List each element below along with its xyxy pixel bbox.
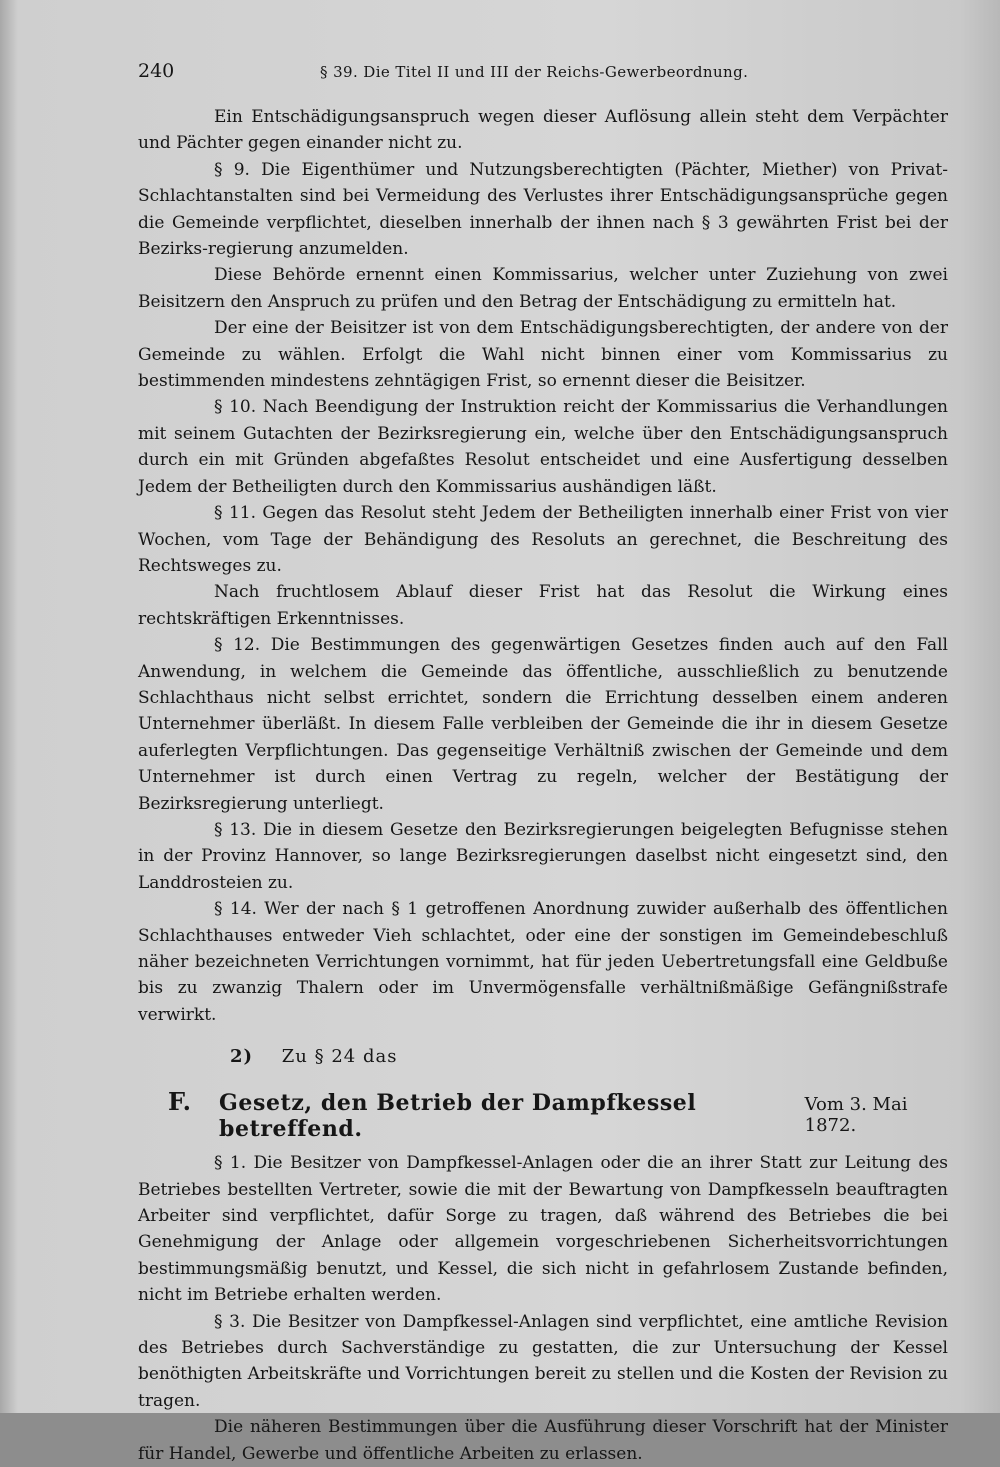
reference-text: Zu § 24 das <box>281 1046 398 1068</box>
paragraph: § 13. Die in diesem Gesetze den Bezirksregierungen beigelegten Befugnisse stehen in der Provinz Hannover, so lange Bezirksregierungen daselbst nicht eingesetzt sind, den Landdrosteien zu. <box>138 819 948 893</box>
paragraph: Diese Behörde ernennt einen Kommissarius, welcher unter Zuziehung von zwei Beisitzern den Anspruch zu prüfen und den Betrag der Entschädigung zu ermitteln hat. <box>138 265 948 312</box>
paragraph: § 1. Die Besitzer von Dampfkessel-Anlagen oder die an ihrer Statt zur Leitung des Betriebes bestellten Vertreter, sowie die mit der Bewartung von Dampfkesseln beauftragten Arbeiter sind verpflichtet, dafür Sorge zu tragen, daß während des Betriebes die bei Genehmigung der Anlage oder allgemein vorgeschriebenen Sicherheitsvorrichtungen bestimmungsmäßig benutzt, und Kessel, die sich nicht in gefahrlosem Zustande befinden, nicht im Betriebe erhalten werden. <box>138 1153 948 1306</box>
paragraph: § 9. Die Eigenthümer und Nutzungsberechtigten (Pächter, Miether) von Privat-Schlachtanstalten sind bei Vermeidung des Verlustes ihrer Entschädigungsansprüche gegen die Gemeinde verpflichtet, dieselben innerhalb der ihnen nach § 3 gewährten Frist bei der Bezirks-regierung anzumelden. <box>138 159 948 260</box>
paragraph: Ein Entschädigungsanspruch wegen dieser Auflösung allein steht dem Verpächter und Pächter gegen einander nicht zu. <box>138 107 948 154</box>
paragraph: § 10. Nach Beendigung der Instruktion reicht der Kommissarius die Verhandlungen mit seinem Gutachten der Bezirksregierung ein, welche über den Entschädigungsanspruch durch ein mit Gründen abgefaßtes Resolut entscheidet und eine Ausfertigung desselben Jedem der Betheiligten durch den Kommissarius aushändigen läßt. <box>138 397 948 497</box>
paragraph: § 14. Wer der nach § 1 getroffenen Anordnung zuwider außerhalb des öffentlichen Schlachthauses entweder Vieh schlachtet, oder eine der sonstigen im Gemeindebeschluß näher bezeichneten Verrichtungen vornimmt, hat für jeden Uebertretungsfall eine Geldbuße bis zu zwanzig Thalern oder im Unvermögensfalle verhältnißmäßige Gefängnißstrafe verwirkt. <box>138 899 948 1025</box>
paragraph: § 12. Die Bestimmungen des gegenwärtigen Gesetzes finden auch auf den Fall Anwendung, in welchem die Gemeinde das öffentliche, ausschließlich zu benutzende Schlachthaus nicht selbst errichtet, sondern die Errichtung desselben einem anderen Unternehmer überläßt. In diesem Falle verbleiben der Gemeinde die ihr in diesem Gesetze auferlegten Verpflichtungen. Das gegenseitige Verhältniß zwischen der Gemeinde und dem Unternehmer ist durch einen Vertrag zu regeln, welcher der Bestätigung der Bezirksregierung unterliegt. <box>138 635 948 814</box>
section-title: Gesetz, den Betrieb der Dampfkessel betreffend. <box>218 1090 697 1143</box>
paragraph: Der eine der Beisitzer ist von dem Entschädigungsberechtigten, der andere von der Gemeinde zu wählen. Erfolgt die Wahl nicht binnen einer vom Kommissarius zu bestimmenden mindestens zehntägigen Frist, so ernennt dieser die Beisitzer. <box>138 318 948 392</box>
paragraph: Die näheren Bestimmungen über die Ausführung dieser Vorschrift hat der Minister für Handel, Gewerbe und öffentliche Arbeiten zu erlassen. <box>138 1417 948 1464</box>
reference-mark: 2) <box>230 1046 254 1068</box>
section-body-text <box>138 1150 948 1467</box>
paragraph: § 11. Gegen das Resolut steht Jedem der Betheiligten innerhalb einer Frist von vier Wochen, vom Tage der Behändigung des Resoluts an gerechnet, die Beschreitung des Rechtsweges zu. <box>138 503 948 576</box>
paragraph: § 3. Die Besitzer von Dampfkessel-Anlagen sind verpflichtet, eine amtliche Revision des Betriebes durch Sachverständige zu gestatten, die zur Untersuchung der Kessel benöthigten Arbeitskräfte und Vorrichtungen bereit zu stellen und die Kosten der Revision zu tragen. <box>138 1311 948 1411</box>
paragraph: Nach fruchtlosem Ablauf dieser Frist hat das Resolut die Wirkung eines rechtskräftigen Erkenntnisses. <box>138 582 948 629</box>
section-letter: F. <box>168 1087 191 1117</box>
page-number: 240 <box>138 60 175 82</box>
body-text <box>138 104 948 1028</box>
section-date: Vom 3. Mai 1872. <box>804 1094 908 1137</box>
page-header <box>138 60 948 100</box>
reference-line <box>138 1046 948 1067</box>
section-heading <box>168 1087 948 1142</box>
running-head: § 39. Die Titel II und III der Reichs-Gewerbeordnung. <box>320 63 749 81</box>
